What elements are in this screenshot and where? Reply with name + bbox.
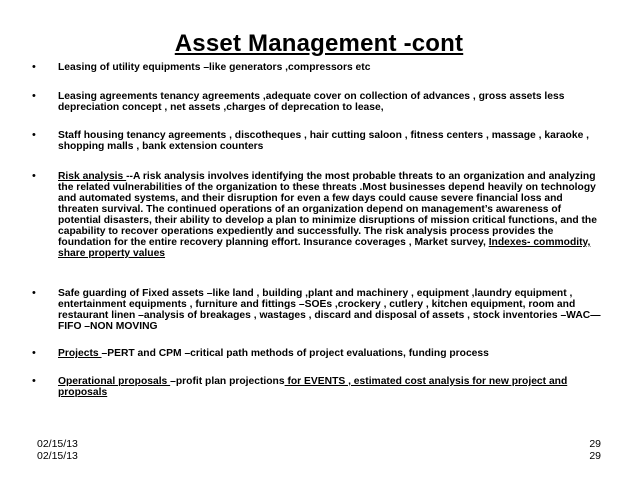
bullet-text xyxy=(58,62,604,73)
bullet-heading: Risk analysis xyxy=(58,171,127,182)
bullet-body: –profit plan projections xyxy=(170,376,285,387)
bullet-text xyxy=(58,171,604,259)
bullet-body: Leasing agreements tenancy agreements ,adequate cover on collection of advances , gross assets less depreciation concept , net assets ,charges of deprecation to lease, xyxy=(58,91,565,113)
bullet-dot-icon: • xyxy=(32,61,36,73)
bullet-dot-icon: • xyxy=(32,90,36,102)
bullet-heading: Projects xyxy=(58,348,102,359)
footer-date: 02/15/13 xyxy=(37,450,78,462)
bullet-text xyxy=(58,288,604,332)
bullet-tail: Indexes- commodity, share property values xyxy=(58,237,591,259)
bullet-body: Safe guarding of Fixed assets –like land , building ,plant and machinery , equipment ,laundry equipment , entertainment equipments , furniture and fittings –SOEs ,crockery , cutlery , kitchen equipment, room and restaurant linen –analysis of breakages , wastages , discard and disposal of assets , stock inventories –WAC—FIFO –NON MOVING xyxy=(58,288,601,332)
bullet-dot-icon: • xyxy=(32,287,36,299)
bullet-text xyxy=(58,130,604,152)
bullet-heading: Operational proposals xyxy=(58,376,171,387)
slide-title: Asset Management -cont xyxy=(174,30,464,57)
bullet-dot-icon: • xyxy=(32,375,36,387)
bullet-body: –PERT and CPM –critical path methods of project evaluations, funding process xyxy=(101,348,489,359)
bullet-body: Staff housing tenancy agreements , discotheques , hair cutting saloon , fitness centers , massage , karaoke , shopping malls , bank extension counters xyxy=(58,130,590,152)
footer-page-number: 29 xyxy=(589,450,601,462)
bullet-tail: for EVENTS , estimated cost analysis for new project and proposals xyxy=(58,376,568,398)
footer-page-number: 29 xyxy=(589,438,601,450)
bullet-body: Leasing of utility equipments –like generators ,compressors etc xyxy=(58,62,371,73)
bullet-text xyxy=(58,348,604,359)
footer-date: 02/15/13 xyxy=(37,438,78,450)
bullet-dot-icon: • xyxy=(32,170,36,182)
bullet-text xyxy=(58,91,604,113)
bullet-body: --A risk analysis involves identifying the most probable threats to an organization and analyzing the related vulnerabilities of the organization to these threats .Most businesses depend heavily on technology and automated systems, and their disruption for even a few days could cause severe financial loss and threaten survival. The continued operations of an organization depend on management’s awareness of potential disasters, their ability to develop a plan to minimize disruptions of mission critical functions, and the capability to recover operations expediently and successfully. The risk analysis process provides the foundation for the entire recovery planning effort. Insurance coverages , Market survey, xyxy=(58,171,597,248)
bullet-text xyxy=(58,376,604,398)
bullet-dot-icon: • xyxy=(32,129,36,141)
bullet-dot-icon: • xyxy=(32,347,36,359)
